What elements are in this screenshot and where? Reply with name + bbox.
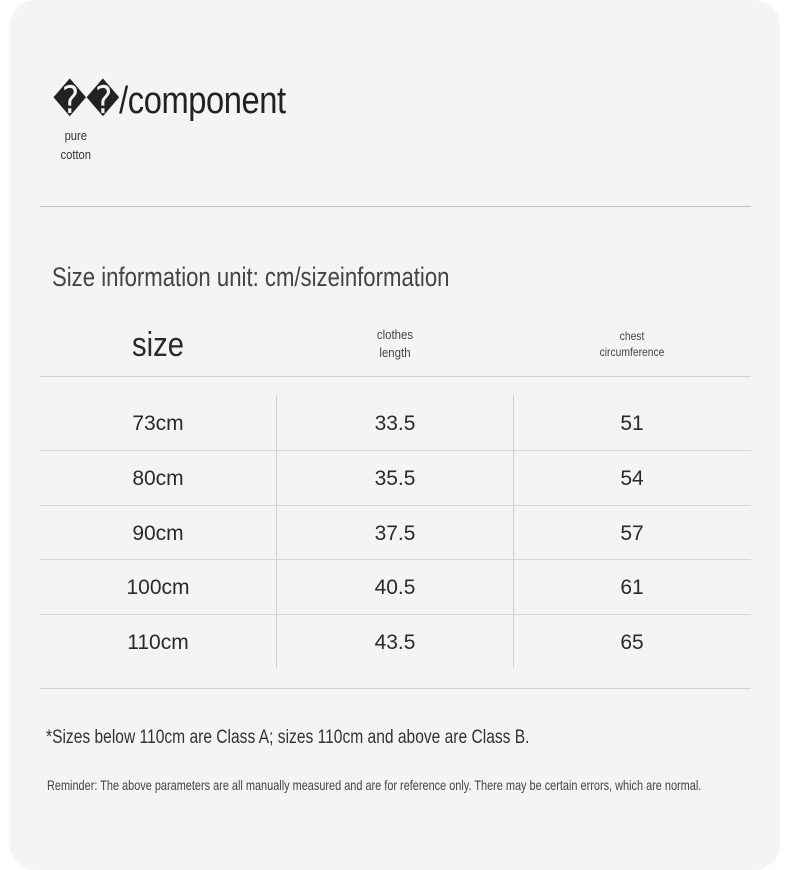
table-row bbox=[40, 507, 751, 561]
size-cell: 110cm bbox=[127, 631, 189, 654]
table-row bbox=[40, 397, 751, 451]
column-header-line: chest bbox=[619, 329, 645, 343]
material-label bbox=[56, 126, 96, 164]
length-cell: 37.5 bbox=[374, 522, 416, 545]
table-header-divider bbox=[40, 376, 751, 377]
row-divider bbox=[40, 505, 751, 506]
column-header-size: size bbox=[131, 326, 185, 364]
row-divider bbox=[40, 614, 751, 615]
table-row bbox=[40, 616, 751, 670]
column-header-clothes-length bbox=[291, 326, 499, 362]
size-cell: 100cm bbox=[126, 576, 190, 599]
row-divider bbox=[40, 559, 751, 560]
column-header-chest-circumference bbox=[531, 328, 734, 360]
composition-title: ��/component bbox=[53, 80, 286, 122]
column-header-line: clothes bbox=[376, 327, 414, 342]
chest-cell: 54 bbox=[620, 467, 644, 490]
chest-cell: 57 bbox=[620, 522, 644, 545]
table-row bbox=[40, 452, 751, 506]
chest-cell: 61 bbox=[620, 576, 644, 599]
measurement-reminder: Reminder: The above parameters are all manually measured and are for reference only. There may be certain errors, which are normal. bbox=[47, 777, 702, 793]
chest-cell: 65 bbox=[620, 631, 644, 654]
column-header-line: circumference bbox=[599, 345, 665, 359]
length-cell: 40.5 bbox=[374, 576, 416, 599]
chest-cell: 51 bbox=[620, 412, 644, 435]
row-divider bbox=[40, 450, 751, 451]
size-section-title: Size information unit: cm/sizeinformation bbox=[52, 262, 450, 292]
material-line: cotton bbox=[60, 147, 92, 162]
length-cell: 35.5 bbox=[374, 467, 416, 490]
length-cell: 43.5 bbox=[374, 631, 416, 654]
class-note: *Sizes below 110cm are Class A; sizes 110cm and above are Class B. bbox=[46, 727, 530, 748]
size-cell: 90cm bbox=[132, 522, 184, 545]
size-cell: 80cm bbox=[132, 467, 184, 490]
size-cell: 73cm bbox=[132, 412, 184, 435]
section-divider bbox=[40, 206, 751, 207]
table-bottom-divider bbox=[40, 688, 751, 689]
table-row bbox=[40, 561, 751, 615]
column-header-line: length bbox=[379, 345, 411, 360]
material-line: pure bbox=[64, 128, 87, 143]
length-cell: 33.5 bbox=[374, 412, 416, 435]
